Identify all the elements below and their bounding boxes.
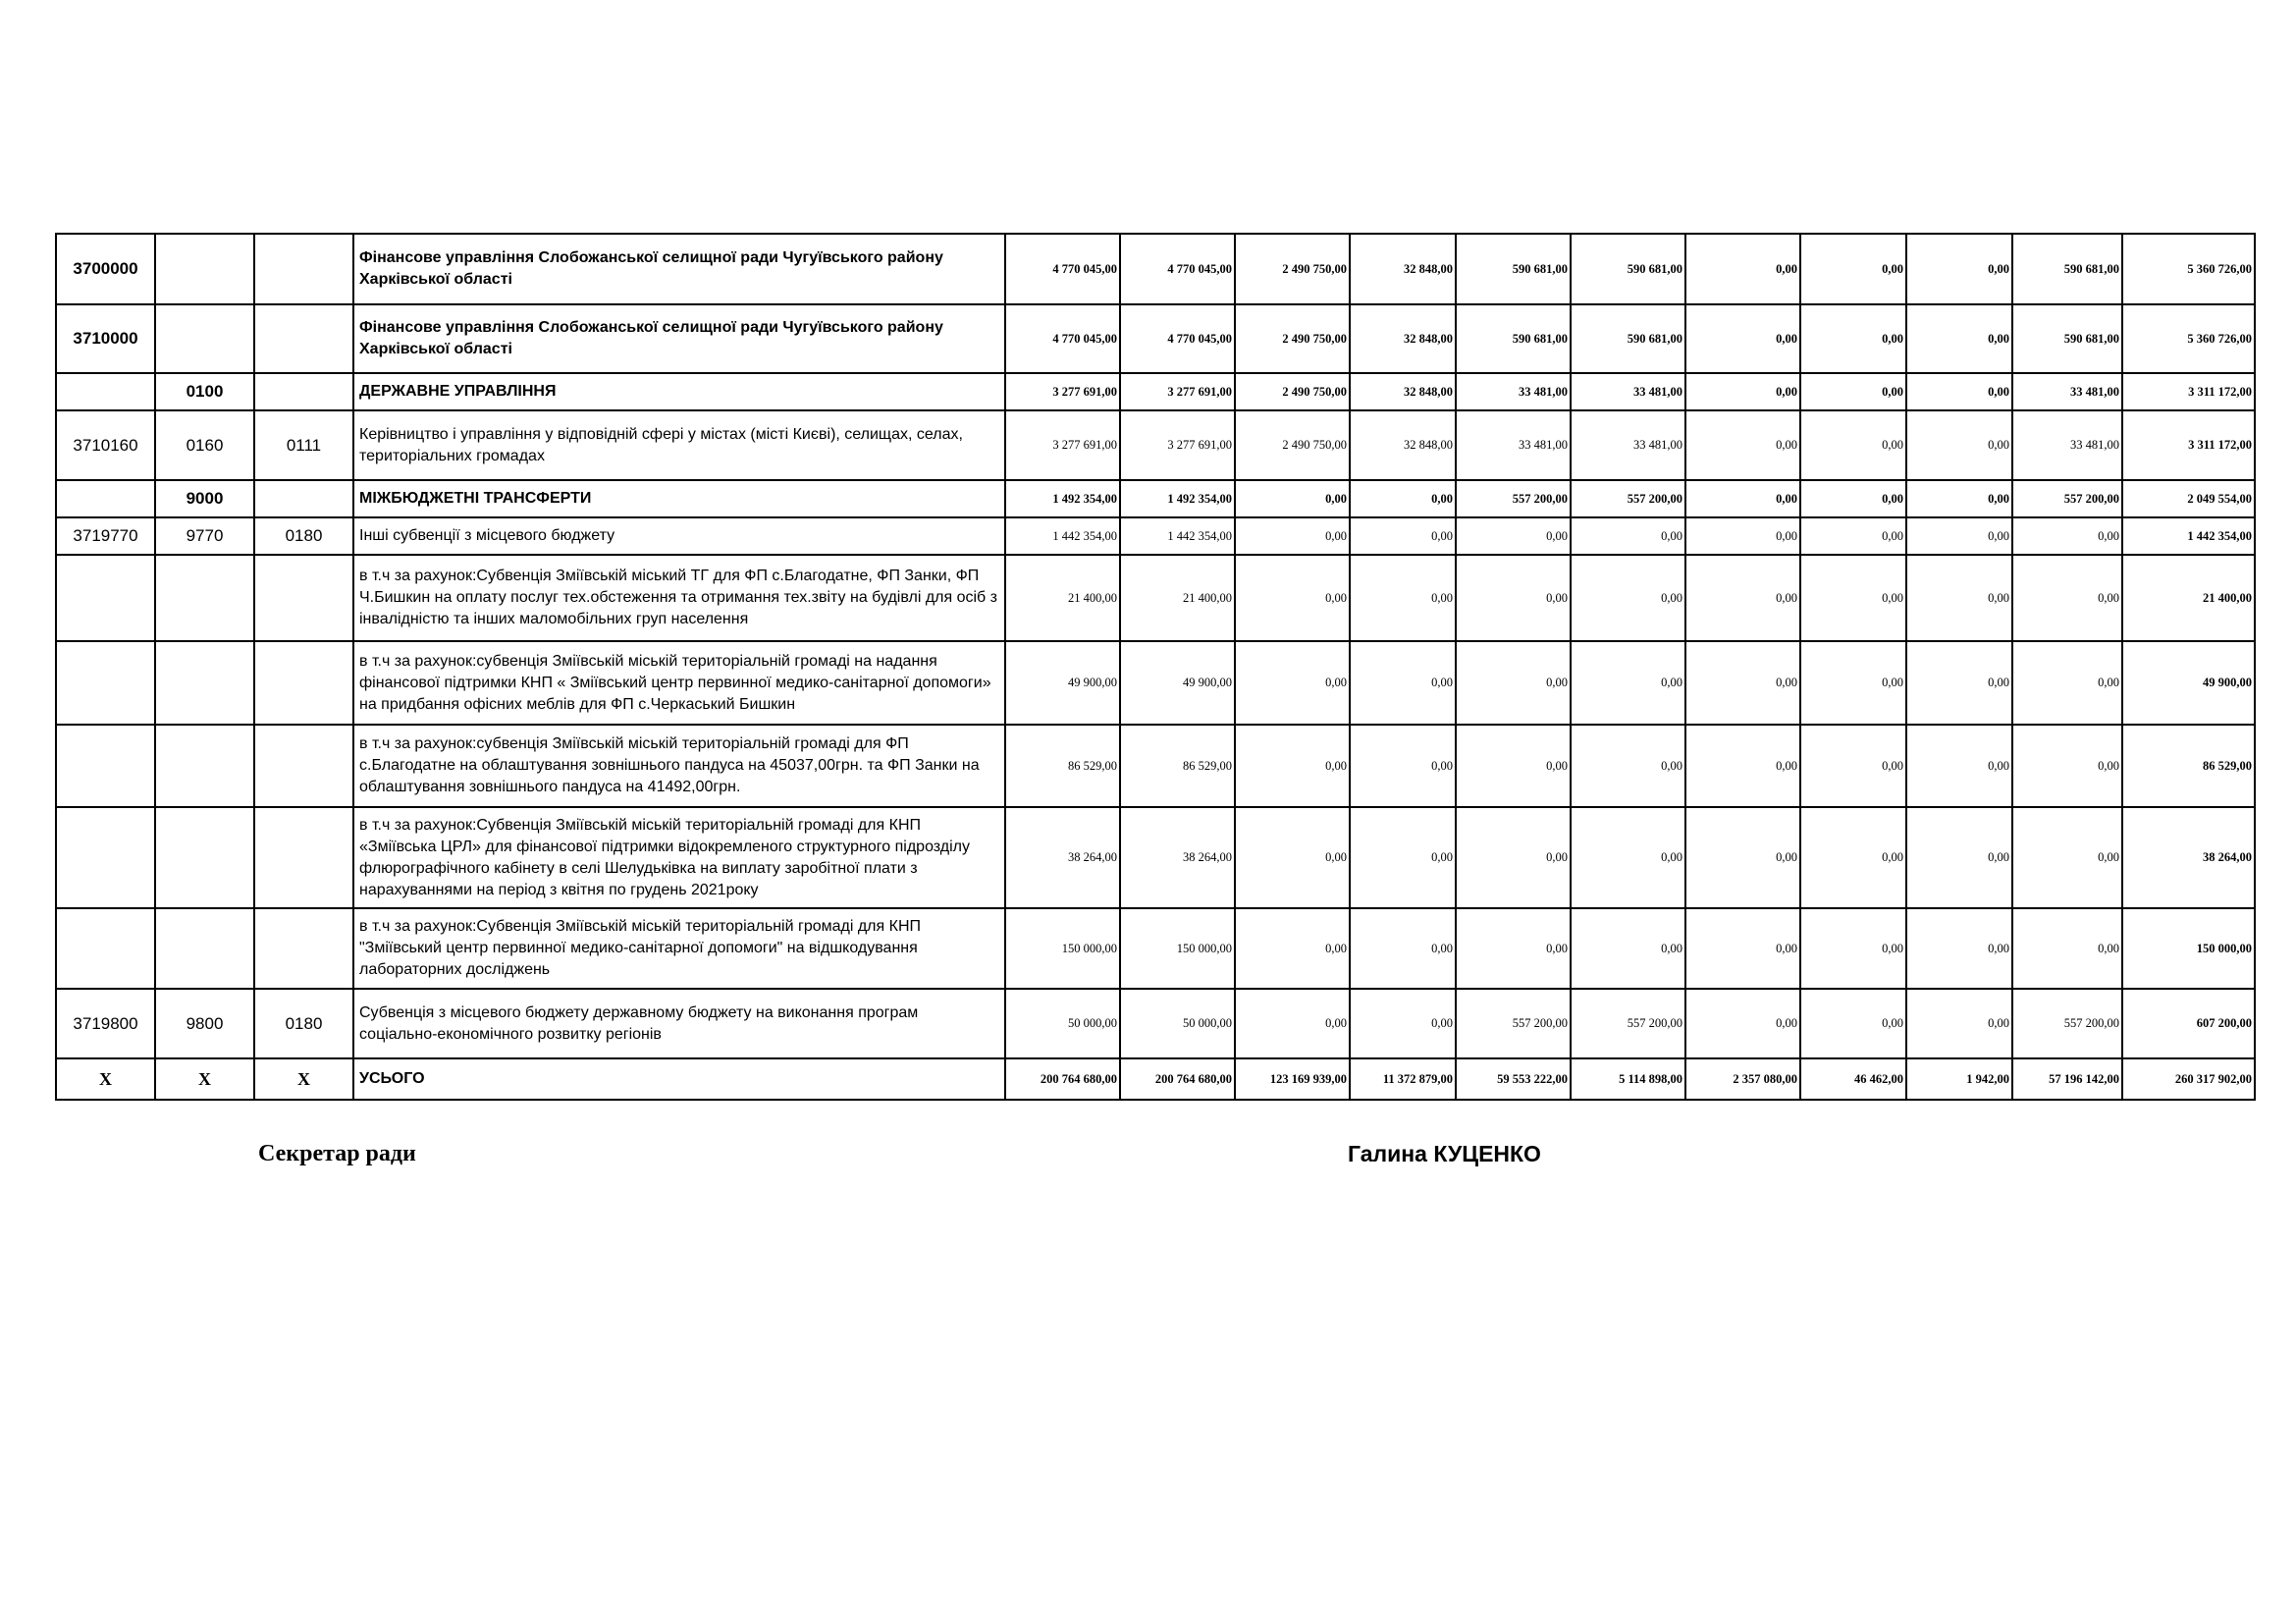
item-name-cell: в т.ч за рахунок:Субвенція Зміївській міській територіальній громаді для КНП «Зміївська ЦРЛ» для фінансової підтримки відокремленого структурного підрозділу флюрографічного кабінету в селі Шелудьківка на виплату заробітної плати з нарахуваннями на період з квітня по грудень 2021року bbox=[353, 807, 1005, 908]
amount-cell: 0,00 bbox=[1685, 555, 1800, 641]
amount-cell: 0,00 bbox=[2012, 807, 2122, 908]
item-name-cell: УСЬОГО bbox=[353, 1058, 1005, 1100]
kfkv-cell: 9800 bbox=[155, 989, 254, 1058]
amount-cell: 0,00 bbox=[1906, 373, 2012, 410]
total-value-cell: 3 311 172,00 bbox=[2122, 410, 2255, 480]
amount-cell: 0,00 bbox=[2012, 555, 2122, 641]
total-value-cell: 260 317 902,00 bbox=[2122, 1058, 2255, 1100]
amount-cell: 0,00 bbox=[1685, 725, 1800, 807]
amount-cell: 1 492 354,00 bbox=[1120, 480, 1235, 517]
amount-cell: 0,00 bbox=[1800, 641, 1906, 725]
amount-cell: 2 490 750,00 bbox=[1235, 304, 1350, 373]
amount-cell: 590 681,00 bbox=[1456, 304, 1571, 373]
amount-cell: 1 942,00 bbox=[1906, 1058, 2012, 1100]
signatory-name: Галина КУЦЕНКО bbox=[1348, 1141, 1541, 1166]
table-row bbox=[56, 517, 2255, 555]
kfkv-cell: Х bbox=[155, 1058, 254, 1100]
item-name-cell: ДЕРЖАВНЕ УПРАВЛІННЯ bbox=[353, 373, 1005, 410]
total-value-cell: 2 049 554,00 bbox=[2122, 480, 2255, 517]
amount-cell: 2 490 750,00 bbox=[1235, 234, 1350, 304]
amount-cell: 0,00 bbox=[1906, 989, 2012, 1058]
amount-cell: 0,00 bbox=[1571, 517, 1685, 555]
total-value-cell: 49 900,00 bbox=[2122, 641, 2255, 725]
amount-cell: 0,00 bbox=[1906, 234, 2012, 304]
kfkv-cell bbox=[155, 725, 254, 807]
kfkv-cell bbox=[155, 555, 254, 641]
table-row bbox=[56, 410, 2255, 480]
amount-cell: 0,00 bbox=[2012, 908, 2122, 989]
amount-cell: 32 848,00 bbox=[1350, 234, 1456, 304]
amount-cell: 3 277 691,00 bbox=[1120, 410, 1235, 480]
budget-table bbox=[55, 233, 2256, 1101]
table-row bbox=[56, 641, 2255, 725]
total-value-cell: 607 200,00 bbox=[2122, 989, 2255, 1058]
amount-cell: 0,00 bbox=[1906, 517, 2012, 555]
kfk-cell bbox=[254, 555, 353, 641]
kfk-cell bbox=[254, 373, 353, 410]
amount-cell: 3 277 691,00 bbox=[1005, 410, 1120, 480]
table-row bbox=[56, 908, 2255, 989]
amount-cell: 0,00 bbox=[1800, 373, 1906, 410]
amount-cell: 0,00 bbox=[1456, 555, 1571, 641]
kfk-cell: 0180 bbox=[254, 517, 353, 555]
amount-cell: 33 481,00 bbox=[2012, 410, 2122, 480]
kpkv-cell: Х bbox=[56, 1058, 155, 1100]
kfkv-cell: 0100 bbox=[155, 373, 254, 410]
amount-cell: 0,00 bbox=[1350, 807, 1456, 908]
amount-cell: 0,00 bbox=[2012, 517, 2122, 555]
total-value-cell: 3 311 172,00 bbox=[2122, 373, 2255, 410]
table-row bbox=[56, 807, 2255, 908]
amount-cell: 590 681,00 bbox=[2012, 304, 2122, 373]
table-row bbox=[56, 373, 2255, 410]
amount-cell: 0,00 bbox=[1456, 725, 1571, 807]
item-name-cell: Інші субвенції з місцевого бюджету bbox=[353, 517, 1005, 555]
kfkv-cell: 9770 bbox=[155, 517, 254, 555]
amount-cell: 0,00 bbox=[1235, 725, 1350, 807]
amount-cell: 0,00 bbox=[1800, 410, 1906, 480]
amount-cell: 0,00 bbox=[1800, 725, 1906, 807]
amount-cell: 2 490 750,00 bbox=[1235, 410, 1350, 480]
amount-cell: 0,00 bbox=[1685, 807, 1800, 908]
amount-cell: 21 400,00 bbox=[1120, 555, 1235, 641]
total-value-cell: 21 400,00 bbox=[2122, 555, 2255, 641]
amount-cell: 0,00 bbox=[1685, 480, 1800, 517]
amount-cell: 0,00 bbox=[1350, 555, 1456, 641]
table-row bbox=[56, 234, 2255, 304]
item-name-cell: Керівництво і управління у відповідній сфері у містах (місті Києві), селищах, селах, територіальних громадах bbox=[353, 410, 1005, 480]
table-row bbox=[56, 989, 2255, 1058]
amount-cell: 0,00 bbox=[1685, 410, 1800, 480]
amount-cell: 33 481,00 bbox=[2012, 373, 2122, 410]
amount-cell: 0,00 bbox=[1906, 480, 2012, 517]
item-name-cell: в т.ч за рахунок:субвенція Зміївській міській територіальній громаді для ФП с.Благодатне на облаштування зовнішнього пандуса на 45037,00грн. та ФП Занки на облаштування зовнішнього пандуса на 41492,00грн. bbox=[353, 725, 1005, 807]
kfkv-cell bbox=[155, 908, 254, 989]
kfk-cell: Х bbox=[254, 1058, 353, 1100]
amount-cell: 86 529,00 bbox=[1005, 725, 1120, 807]
total-value-cell: 86 529,00 bbox=[2122, 725, 2255, 807]
amount-cell: 0,00 bbox=[1456, 908, 1571, 989]
amount-cell: 0,00 bbox=[1800, 989, 1906, 1058]
amount-cell: 590 681,00 bbox=[2012, 234, 2122, 304]
amount-cell: 32 848,00 bbox=[1350, 373, 1456, 410]
total-value-cell: 5 360 726,00 bbox=[2122, 234, 2255, 304]
amount-cell: 33 481,00 bbox=[1456, 410, 1571, 480]
item-name-cell: в т.ч за рахунок:субвенція Зміївській міській територіальній громаді на надання фінансової підтримки КНП « Зміївський центр первинної медико-санітарної допомоги» на придбання офісних меблів для ФП с.Черкаський Бишкин bbox=[353, 641, 1005, 725]
amount-cell: 557 200,00 bbox=[2012, 480, 2122, 517]
kfk-cell bbox=[254, 908, 353, 989]
item-name-cell: в т.ч за рахунок:Субвенція Зміївській міський ТГ для ФП с.Благодатне, ФП Занки, ФП Ч.Бишкин на оплату послуг тех.обстеження та отримання тех.звіту на будівлі для осіб з інвалідністю та інших маломобільних груп населення bbox=[353, 555, 1005, 641]
amount-cell: 123 169 939,00 bbox=[1235, 1058, 1350, 1100]
amount-cell: 33 481,00 bbox=[1456, 373, 1571, 410]
amount-cell: 0,00 bbox=[1235, 480, 1350, 517]
kfk-cell bbox=[254, 304, 353, 373]
amount-cell: 0,00 bbox=[1350, 517, 1456, 555]
item-name-cell: Субвенція з місцевого бюджету державному бюджету на виконання програм соціально-економічного розвитку регіонів bbox=[353, 989, 1005, 1058]
kpkv-cell bbox=[56, 908, 155, 989]
amount-cell: 200 764 680,00 bbox=[1005, 1058, 1120, 1100]
kpkv-cell bbox=[56, 373, 155, 410]
total-value-cell: 1 442 354,00 bbox=[2122, 517, 2255, 555]
amount-cell: 0,00 bbox=[1350, 989, 1456, 1058]
amount-cell: 0,00 bbox=[1906, 555, 2012, 641]
amount-cell: 0,00 bbox=[1235, 555, 1350, 641]
amount-cell: 0,00 bbox=[1800, 517, 1906, 555]
kpkv-cell: 3710160 bbox=[56, 410, 155, 480]
amount-cell: 21 400,00 bbox=[1005, 555, 1120, 641]
amount-cell: 557 200,00 bbox=[1571, 480, 1685, 517]
table-row bbox=[56, 1058, 2255, 1100]
amount-cell: 0,00 bbox=[1235, 989, 1350, 1058]
table-row bbox=[56, 725, 2255, 807]
amount-cell: 50 000,00 bbox=[1120, 989, 1235, 1058]
amount-cell: 0,00 bbox=[1800, 234, 1906, 304]
kfk-cell bbox=[254, 641, 353, 725]
item-name-cell: Фінансове управління Слобожанської селищної ради Чугуївського району Харківської області bbox=[353, 234, 1005, 304]
amount-cell: 0,00 bbox=[1685, 373, 1800, 410]
table-row bbox=[56, 304, 2255, 373]
amount-cell: 590 681,00 bbox=[1571, 304, 1685, 373]
amount-cell: 4 770 045,00 bbox=[1120, 304, 1235, 373]
amount-cell: 0,00 bbox=[1235, 807, 1350, 908]
amount-cell: 0,00 bbox=[1685, 304, 1800, 373]
amount-cell: 0,00 bbox=[1350, 480, 1456, 517]
amount-cell: 57 196 142,00 bbox=[2012, 1058, 2122, 1100]
amount-cell: 0,00 bbox=[1235, 517, 1350, 555]
item-name-cell: в т.ч за рахунок:Субвенція Зміївській міській територіальній громаді для КНП "Зміївський центр первинної медико-санітарної допомоги" на відшкодування лабораторних досліджень bbox=[353, 908, 1005, 989]
amount-cell: 32 848,00 bbox=[1350, 304, 1456, 373]
amount-cell: 0,00 bbox=[1235, 908, 1350, 989]
amount-cell: 49 900,00 bbox=[1120, 641, 1235, 725]
amount-cell: 0,00 bbox=[1571, 725, 1685, 807]
amount-cell: 0,00 bbox=[1906, 641, 2012, 725]
amount-cell: 1 442 354,00 bbox=[1005, 517, 1120, 555]
amount-cell: 59 553 222,00 bbox=[1456, 1058, 1571, 1100]
amount-cell: 5 114 898,00 bbox=[1571, 1058, 1685, 1100]
amount-cell: 557 200,00 bbox=[1571, 989, 1685, 1058]
amount-cell: 2 357 080,00 bbox=[1685, 1058, 1800, 1100]
kfk-cell: 0111 bbox=[254, 410, 353, 480]
amount-cell: 200 764 680,00 bbox=[1120, 1058, 1235, 1100]
amount-cell: 0,00 bbox=[1685, 989, 1800, 1058]
item-name-cell: Фінансове управління Слобожанської селищної ради Чугуївського району Харківської області bbox=[353, 304, 1005, 373]
amount-cell: 557 200,00 bbox=[2012, 989, 2122, 1058]
kfk-cell: 0180 bbox=[254, 989, 353, 1058]
amount-cell: 0,00 bbox=[1800, 807, 1906, 908]
amount-cell: 4 770 045,00 bbox=[1005, 304, 1120, 373]
amount-cell: 4 770 045,00 bbox=[1120, 234, 1235, 304]
kpkv-cell bbox=[56, 480, 155, 517]
amount-cell: 0,00 bbox=[1906, 807, 2012, 908]
amount-cell: 0,00 bbox=[1456, 517, 1571, 555]
amount-cell: 46 462,00 bbox=[1800, 1058, 1906, 1100]
kpkv-cell: 3719770 bbox=[56, 517, 155, 555]
amount-cell: 86 529,00 bbox=[1120, 725, 1235, 807]
amount-cell: 0,00 bbox=[1456, 807, 1571, 908]
amount-cell: 0,00 bbox=[1235, 641, 1350, 725]
amount-cell: 33 481,00 bbox=[1571, 373, 1685, 410]
kpkv-cell bbox=[56, 641, 155, 725]
amount-cell: 0,00 bbox=[1571, 908, 1685, 989]
amount-cell: 590 681,00 bbox=[1456, 234, 1571, 304]
amount-cell: 0,00 bbox=[1800, 480, 1906, 517]
amount-cell: 0,00 bbox=[1800, 908, 1906, 989]
kpkv-cell bbox=[56, 555, 155, 641]
kpkv-cell: 3710000 bbox=[56, 304, 155, 373]
kfk-cell bbox=[254, 725, 353, 807]
amount-cell: 150 000,00 bbox=[1120, 908, 1235, 989]
total-value-cell: 38 264,00 bbox=[2122, 807, 2255, 908]
amount-cell: 33 481,00 bbox=[1571, 410, 1685, 480]
amount-cell: 0,00 bbox=[1906, 725, 2012, 807]
table-row bbox=[56, 555, 2255, 641]
amount-cell: 1 442 354,00 bbox=[1120, 517, 1235, 555]
kpkv-cell: 3719800 bbox=[56, 989, 155, 1058]
amount-cell: 0,00 bbox=[2012, 725, 2122, 807]
amount-cell: 0,00 bbox=[1800, 304, 1906, 373]
amount-cell: 38 264,00 bbox=[1005, 807, 1120, 908]
amount-cell: 0,00 bbox=[1906, 410, 2012, 480]
amount-cell: 1 492 354,00 bbox=[1005, 480, 1120, 517]
amount-cell: 0,00 bbox=[1800, 555, 1906, 641]
amount-cell: 0,00 bbox=[1571, 555, 1685, 641]
table-body bbox=[56, 234, 2255, 1100]
kfkv-cell bbox=[155, 304, 254, 373]
kfkv-cell bbox=[155, 641, 254, 725]
kfkv-cell: 0160 bbox=[155, 410, 254, 480]
amount-cell: 11 372 879,00 bbox=[1350, 1058, 1456, 1100]
kpkv-cell bbox=[56, 807, 155, 908]
kfk-cell bbox=[254, 234, 353, 304]
kpkv-cell: 3700000 bbox=[56, 234, 155, 304]
amount-cell: 0,00 bbox=[1571, 807, 1685, 908]
amount-cell: 0,00 bbox=[1685, 234, 1800, 304]
amount-cell: 50 000,00 bbox=[1005, 989, 1120, 1058]
amount-cell: 557 200,00 bbox=[1456, 989, 1571, 1058]
amount-cell: 590 681,00 bbox=[1571, 234, 1685, 304]
kfk-cell bbox=[254, 480, 353, 517]
amount-cell: 0,00 bbox=[1685, 908, 1800, 989]
amount-cell: 0,00 bbox=[1685, 641, 1800, 725]
kfkv-cell bbox=[155, 807, 254, 908]
kpkv-cell bbox=[56, 725, 155, 807]
total-value-cell: 150 000,00 bbox=[2122, 908, 2255, 989]
secretary-title: Секретар ради bbox=[258, 1141, 416, 1166]
kfkv-cell bbox=[155, 234, 254, 304]
amount-cell: 0,00 bbox=[1456, 641, 1571, 725]
amount-cell: 32 848,00 bbox=[1350, 410, 1456, 480]
amount-cell: 0,00 bbox=[1685, 517, 1800, 555]
amount-cell: 0,00 bbox=[1906, 304, 2012, 373]
amount-cell: 0,00 bbox=[1350, 908, 1456, 989]
amount-cell: 0,00 bbox=[1350, 641, 1456, 725]
total-value-cell: 5 360 726,00 bbox=[2122, 304, 2255, 373]
amount-cell: 0,00 bbox=[1350, 725, 1456, 807]
amount-cell: 3 277 691,00 bbox=[1005, 373, 1120, 410]
amount-cell: 0,00 bbox=[2012, 641, 2122, 725]
amount-cell: 4 770 045,00 bbox=[1005, 234, 1120, 304]
amount-cell: 2 490 750,00 bbox=[1235, 373, 1350, 410]
amount-cell: 49 900,00 bbox=[1005, 641, 1120, 725]
amount-cell: 3 277 691,00 bbox=[1120, 373, 1235, 410]
amount-cell: 150 000,00 bbox=[1005, 908, 1120, 989]
amount-cell: 557 200,00 bbox=[1456, 480, 1571, 517]
kfk-cell bbox=[254, 807, 353, 908]
table-row bbox=[56, 480, 2255, 517]
item-name-cell: МІЖБЮДЖЕТНІ ТРАНСФЕРТИ bbox=[353, 480, 1005, 517]
amount-cell: 0,00 bbox=[1571, 641, 1685, 725]
amount-cell: 38 264,00 bbox=[1120, 807, 1235, 908]
kfkv-cell: 9000 bbox=[155, 480, 254, 517]
amount-cell: 0,00 bbox=[1906, 908, 2012, 989]
